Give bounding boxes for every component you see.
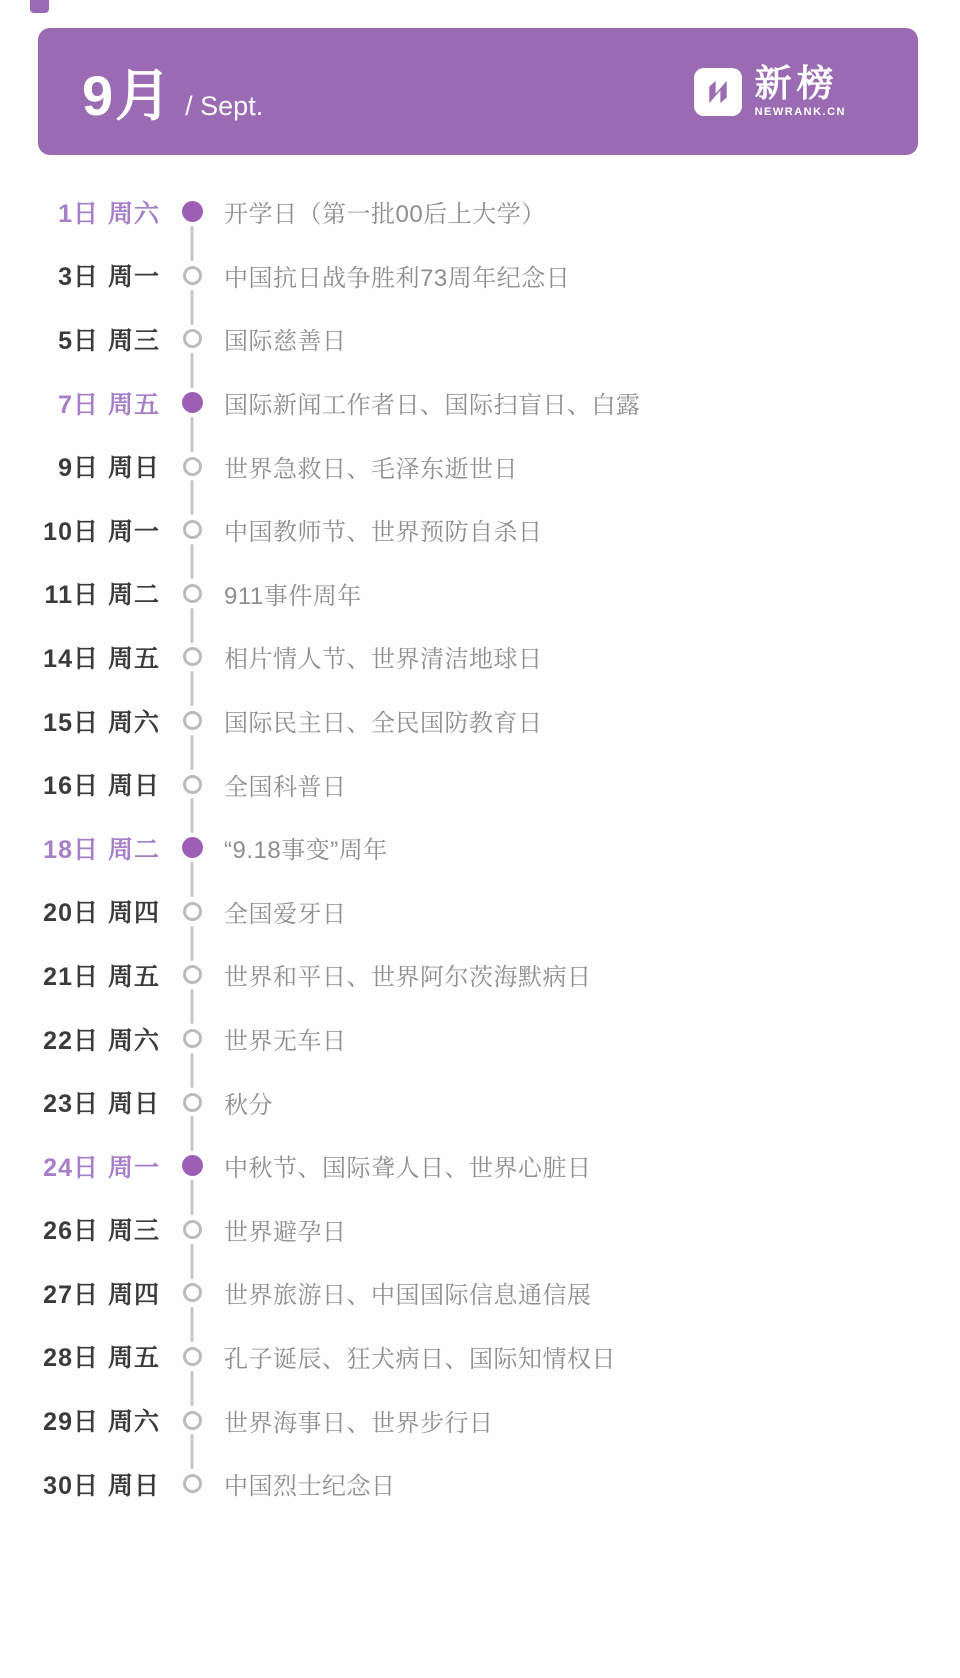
timeline-event-label: 世界无车日 (224, 1028, 347, 1056)
timeline-row (0, 1134, 960, 1198)
timeline-dot-icon (183, 1411, 202, 1430)
date-day: 24日 (43, 1153, 99, 1182)
timeline-marker (160, 244, 224, 308)
date-weekday: 周四 (107, 1280, 160, 1309)
timeline-event-label: 世界海事日、世界步行日 (224, 1409, 494, 1437)
timeline-marker (160, 434, 224, 498)
date-weekday: 周日 (107, 1471, 160, 1500)
timeline-date (0, 639, 160, 675)
timeline-row (0, 816, 960, 880)
timeline-date (0, 703, 160, 739)
timeline-event-label: 相片情人节、世界清洁地球日 (224, 646, 543, 674)
timeline-row (0, 1325, 960, 1389)
date-weekday: 周五 (107, 962, 160, 991)
timeline-row (0, 1261, 960, 1325)
date-weekday: 周六 (107, 1408, 160, 1437)
timeline-marker (160, 1388, 224, 1452)
date-weekday: 周一 (107, 263, 160, 292)
date-day: 20日 (43, 899, 99, 928)
timeline-row (0, 1007, 960, 1071)
top-edge-decoration (30, 0, 49, 13)
date-weekday: 周日 (107, 772, 160, 801)
date-day: 9日 (58, 454, 99, 483)
date-day: 16日 (43, 772, 99, 801)
date-day: 5日 (58, 326, 99, 355)
timeline-dot-icon (182, 201, 203, 222)
date-weekday: 周一 (107, 517, 160, 546)
timeline-marker (160, 1198, 224, 1262)
timeline-date (0, 830, 160, 866)
date-day: 18日 (43, 835, 99, 864)
timeline-dot-icon (183, 1283, 202, 1302)
newrank-n-icon (694, 68, 742, 116)
date-day: 7日 (58, 390, 99, 419)
timeline-dot-icon (183, 329, 202, 348)
date-day: 3日 (58, 263, 99, 292)
date-day: 23日 (43, 1090, 99, 1119)
timeline-row (0, 562, 960, 626)
date-day: 1日 (58, 199, 99, 228)
timeline-event-label: 中国烈士纪念日 (224, 1473, 396, 1501)
date-day: 28日 (43, 1344, 99, 1373)
month-title: 9月 (82, 63, 174, 127)
timeline-marker (160, 1325, 224, 1389)
logo-text-group (755, 65, 846, 118)
date-day: 29日 (43, 1408, 99, 1437)
date-weekday: 周五 (107, 1344, 160, 1373)
timeline-row (0, 752, 960, 816)
date-day: 30日 (43, 1471, 99, 1500)
timeline-date (0, 512, 160, 548)
date-weekday: 周五 (107, 390, 160, 419)
timeline-row (0, 434, 960, 498)
date-day: 15日 (43, 708, 99, 737)
timeline-event-label: 世界急救日、毛泽东逝世日 (224, 455, 518, 483)
date-weekday: 周三 (107, 326, 160, 355)
timeline-row (0, 625, 960, 689)
timeline-event-label: 国际慈善日 (224, 328, 347, 356)
timeline-dot-icon (183, 711, 202, 730)
timeline-row (0, 943, 960, 1007)
timeline-event-label: 911事件周年 (224, 582, 362, 610)
timeline-date (0, 1402, 160, 1438)
timeline-dot-icon (183, 1093, 202, 1112)
month-title-group (82, 52, 263, 132)
date-day: 11日 (44, 581, 99, 610)
timeline-marker (160, 371, 224, 435)
timeline-marker (160, 1070, 224, 1134)
date-weekday: 周四 (107, 899, 160, 928)
date-weekday: 周日 (107, 454, 160, 483)
timeline-dot-icon (183, 1220, 202, 1239)
timeline-date (0, 385, 160, 421)
timeline-date (0, 575, 160, 611)
timeline-marker (160, 625, 224, 689)
date-weekday: 周六 (107, 199, 160, 228)
timeline-dot-icon (182, 837, 203, 858)
timeline-date (0, 1084, 160, 1120)
timeline-event-label: 开学日（第一批00后上大学） (224, 201, 546, 229)
timeline-marker (160, 1452, 224, 1516)
timeline-row (0, 498, 960, 562)
timeline-date (0, 766, 160, 802)
timeline-marker (160, 498, 224, 562)
date-weekday: 周二 (107, 835, 160, 864)
timeline-event-label: 中国教师节、世界预防自杀日 (224, 519, 543, 547)
date-weekday: 周六 (107, 708, 160, 737)
timeline-event-label: 世界和平日、世界阿尔茨海默病日 (224, 964, 592, 992)
timeline-row (0, 1388, 960, 1452)
timeline-date (0, 957, 160, 993)
date-weekday: 周三 (107, 1217, 160, 1246)
month-header (38, 28, 918, 155)
timeline-row (0, 1198, 960, 1262)
timeline-marker (160, 562, 224, 626)
logo-name: 新榜 (754, 63, 839, 104)
timeline-date (0, 893, 160, 929)
timeline-event-label: 秋分 (224, 1091, 273, 1119)
timeline-dot-icon (182, 1155, 203, 1176)
timeline-row (0, 371, 960, 435)
timeline-event-label: 孔子诞辰、狂犬病日、国际知情权日 (224, 1345, 616, 1373)
timeline-marker (160, 180, 224, 244)
timeline-dot-icon (183, 520, 202, 539)
date-day: 10日 (43, 517, 99, 546)
timeline-list (0, 180, 960, 1515)
timeline-event-label: 中秋节、国际聋人日、世界心脏日 (224, 1155, 592, 1183)
date-day: 26日 (43, 1217, 99, 1246)
date-day: 14日 (43, 644, 99, 673)
timeline-dot-icon (183, 647, 202, 666)
timeline-date (0, 194, 160, 230)
timeline-dot-icon (183, 1474, 202, 1493)
date-weekday: 周五 (107, 644, 160, 673)
timeline-row (0, 880, 960, 944)
timeline-event-label: 中国抗日战争胜利73周年纪念日 (224, 264, 571, 292)
timeline-marker (160, 689, 224, 753)
timeline-date (0, 1148, 160, 1184)
timeline-date (0, 1021, 160, 1057)
timeline-date (0, 1275, 160, 1311)
timeline-dot-icon (183, 775, 202, 794)
date-weekday: 周六 (107, 1026, 160, 1055)
timeline-marker (160, 943, 224, 1007)
timeline-event-label: “9.18事变”周年 (224, 837, 388, 865)
timeline-dot-icon (183, 266, 202, 285)
timeline-marker (160, 307, 224, 371)
timeline-date (0, 321, 160, 357)
timeline-date (0, 1338, 160, 1374)
timeline-date (0, 257, 160, 293)
timeline-event-label: 国际新闻工作者日、国际扫盲日、白露 (224, 392, 641, 420)
newrank-logo (694, 65, 846, 118)
timeline-dot-icon (183, 902, 202, 921)
date-weekday: 周一 (107, 1153, 160, 1182)
timeline-marker (160, 1007, 224, 1071)
timeline-marker (160, 1134, 224, 1198)
date-weekday: 周二 (107, 581, 160, 610)
timeline-dot-icon (183, 1347, 202, 1366)
date-day: 27日 (43, 1280, 99, 1309)
timeline-event-label: 全国科普日 (224, 773, 347, 801)
timeline-marker (160, 1261, 224, 1325)
date-weekday: 周日 (107, 1090, 160, 1119)
timeline-row (0, 689, 960, 753)
timeline-row (0, 180, 960, 244)
timeline-date (0, 1211, 160, 1247)
logo-domain: NEWRANK.CN (754, 106, 846, 118)
timeline-marker (160, 752, 224, 816)
timeline-row (0, 1070, 960, 1134)
timeline-dot-icon (183, 584, 202, 603)
timeline-dot-icon (182, 392, 203, 413)
timeline-dot-icon (183, 965, 202, 984)
timeline-marker (160, 880, 224, 944)
timeline-date (0, 1466, 160, 1502)
timeline-row (0, 307, 960, 371)
timeline-dot-icon (183, 1029, 202, 1048)
date-day: 22日 (43, 1026, 99, 1055)
timeline-date (0, 448, 160, 484)
timeline-dot-icon (183, 457, 202, 476)
timeline-row (0, 244, 960, 308)
timeline-marker (160, 816, 224, 880)
date-day: 21日 (43, 962, 99, 991)
timeline-event-label: 国际民主日、全民国防教育日 (224, 710, 543, 738)
timeline-event-label: 全国爱牙日 (224, 900, 347, 928)
timeline-event-label: 世界避孕日 (224, 1218, 347, 1246)
timeline-event-label: 世界旅游日、中国国际信息通信展 (224, 1282, 592, 1310)
month-subtitle: / Sept. (185, 90, 264, 121)
timeline-row (0, 1452, 960, 1516)
